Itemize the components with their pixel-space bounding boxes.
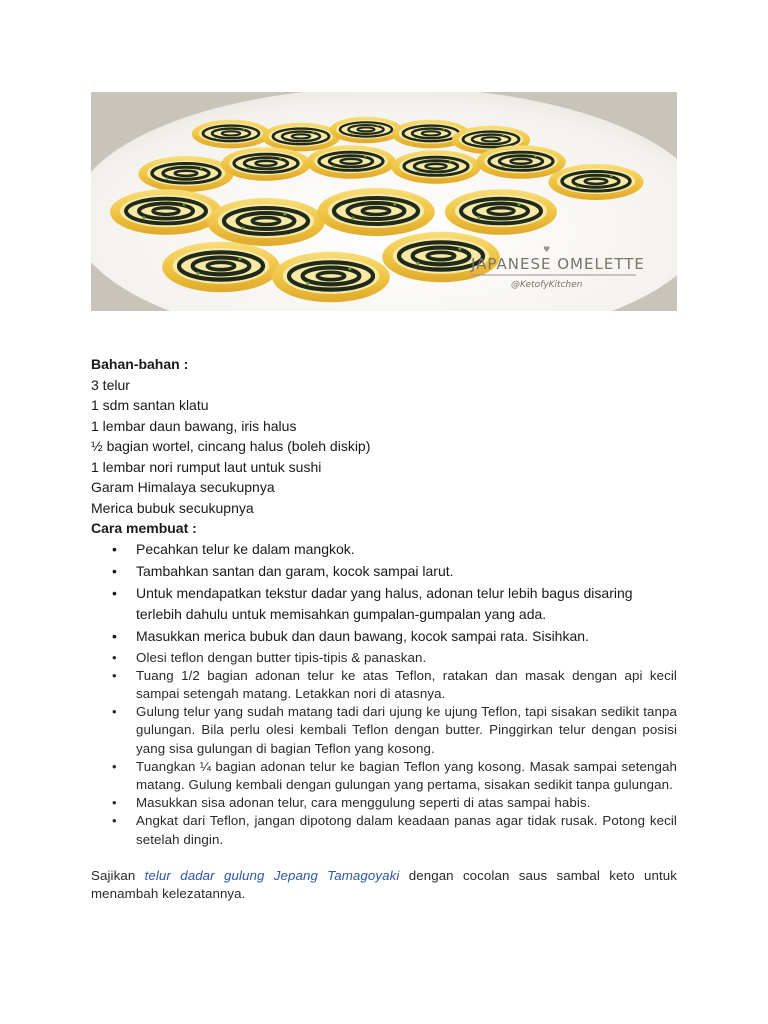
method-step: • Gulung telur yang sudah matang tadi dari ujung ke ujung Teflon, tapi sisakan sedikit tanpa gulungan. Bila perlu olesi kembali Teflon dengan butter. Pinggirkan telur dengan posisi yang sisa gulungan di bagian Teflon yang kosong. bbox=[91, 703, 677, 758]
ingredient-item: 3 telur bbox=[91, 376, 130, 393]
serving-suffix: dengan cocolan saus sambal keto untuk menambah kelezatannya. bbox=[91, 867, 678, 901]
photo-watermark-title: JAPANESE OMELETTE bbox=[471, 255, 645, 273]
omelette-rolls-image bbox=[91, 92, 677, 311]
ingredient-item: ½ bagian wortel, cincang halus (boleh diskip) bbox=[91, 438, 371, 454]
method-step: • Masukkan sisa adonan telur, cara menggulung seperti di atas sampai habis. bbox=[91, 794, 677, 812]
serving-prefix: Sajikan bbox=[91, 867, 145, 883]
method-step: • Angkat dari Teflon, jangan dipotong dalam keadaan panas agar tidak rusak. Potong kecil setelah dingin. bbox=[91, 812, 677, 848]
heart-icon: ♥ bbox=[543, 245, 551, 254]
method-step: • Untuk mendapatkan tekstur dadar yang halus, adonan telur lebih bagus disaring terlebih dahulu untuk memisahkan gumpalan-gumpalan yang ada. bbox=[91, 583, 677, 626]
tamagoyaki-link[interactable]: telur dadar gulung Jepang Tamagoyaki bbox=[144, 867, 400, 883]
ingredient-item: 1 sdm santan klatu bbox=[91, 397, 209, 413]
method-step: • Tuang 1/2 bagian adonan telur ke atas Teflon, ratakan dan masak dengan api kecil sampai setengah matang. Letakkan nori di atasnya. bbox=[91, 667, 677, 703]
method-steps-list bbox=[91, 539, 677, 648]
method-steps-list-continued bbox=[91, 649, 677, 849]
ingredients-heading: Bahan-bahan : bbox=[91, 356, 189, 372]
photo-watermark-credit: @KetofyKitchen bbox=[511, 280, 583, 290]
ingredient-item: Garam Himalaya secukupnya bbox=[91, 479, 275, 495]
method-step: • Pecahkan telur ke dalam mangkok. bbox=[91, 539, 677, 561]
recipe-text bbox=[91, 354, 677, 903]
method-step: • Tambahkan santan dan garam, kocok sampai larut. bbox=[91, 561, 677, 583]
method-step: • Olesi teflon dengan butter tipis-tipis & panaskan. bbox=[91, 649, 677, 667]
serving-paragraph bbox=[91, 867, 677, 903]
ingredient-item: Merica bubuk secukupnya bbox=[91, 499, 254, 516]
method-heading: Cara membuat : bbox=[91, 520, 197, 536]
method-step: • Masukkan merica bubuk dan daun bawang, kocok sampai rata. Sisihkan. bbox=[91, 626, 677, 648]
ingredient-item: 1 lembar nori rumput laut untuk sushi bbox=[91, 458, 322, 475]
ingredient-item: 1 lembar daun bawang, iris halus bbox=[91, 417, 297, 434]
recipe-photo bbox=[91, 92, 677, 311]
method-step: • Tuangkan ¼ bagian adonan telur ke bagian Teflon yang kosong. Masak sampai setengah matang. Gulung kembali dengan gulungan yang pertama, sisakan sedikit tanpa gulungan. bbox=[91, 758, 677, 794]
